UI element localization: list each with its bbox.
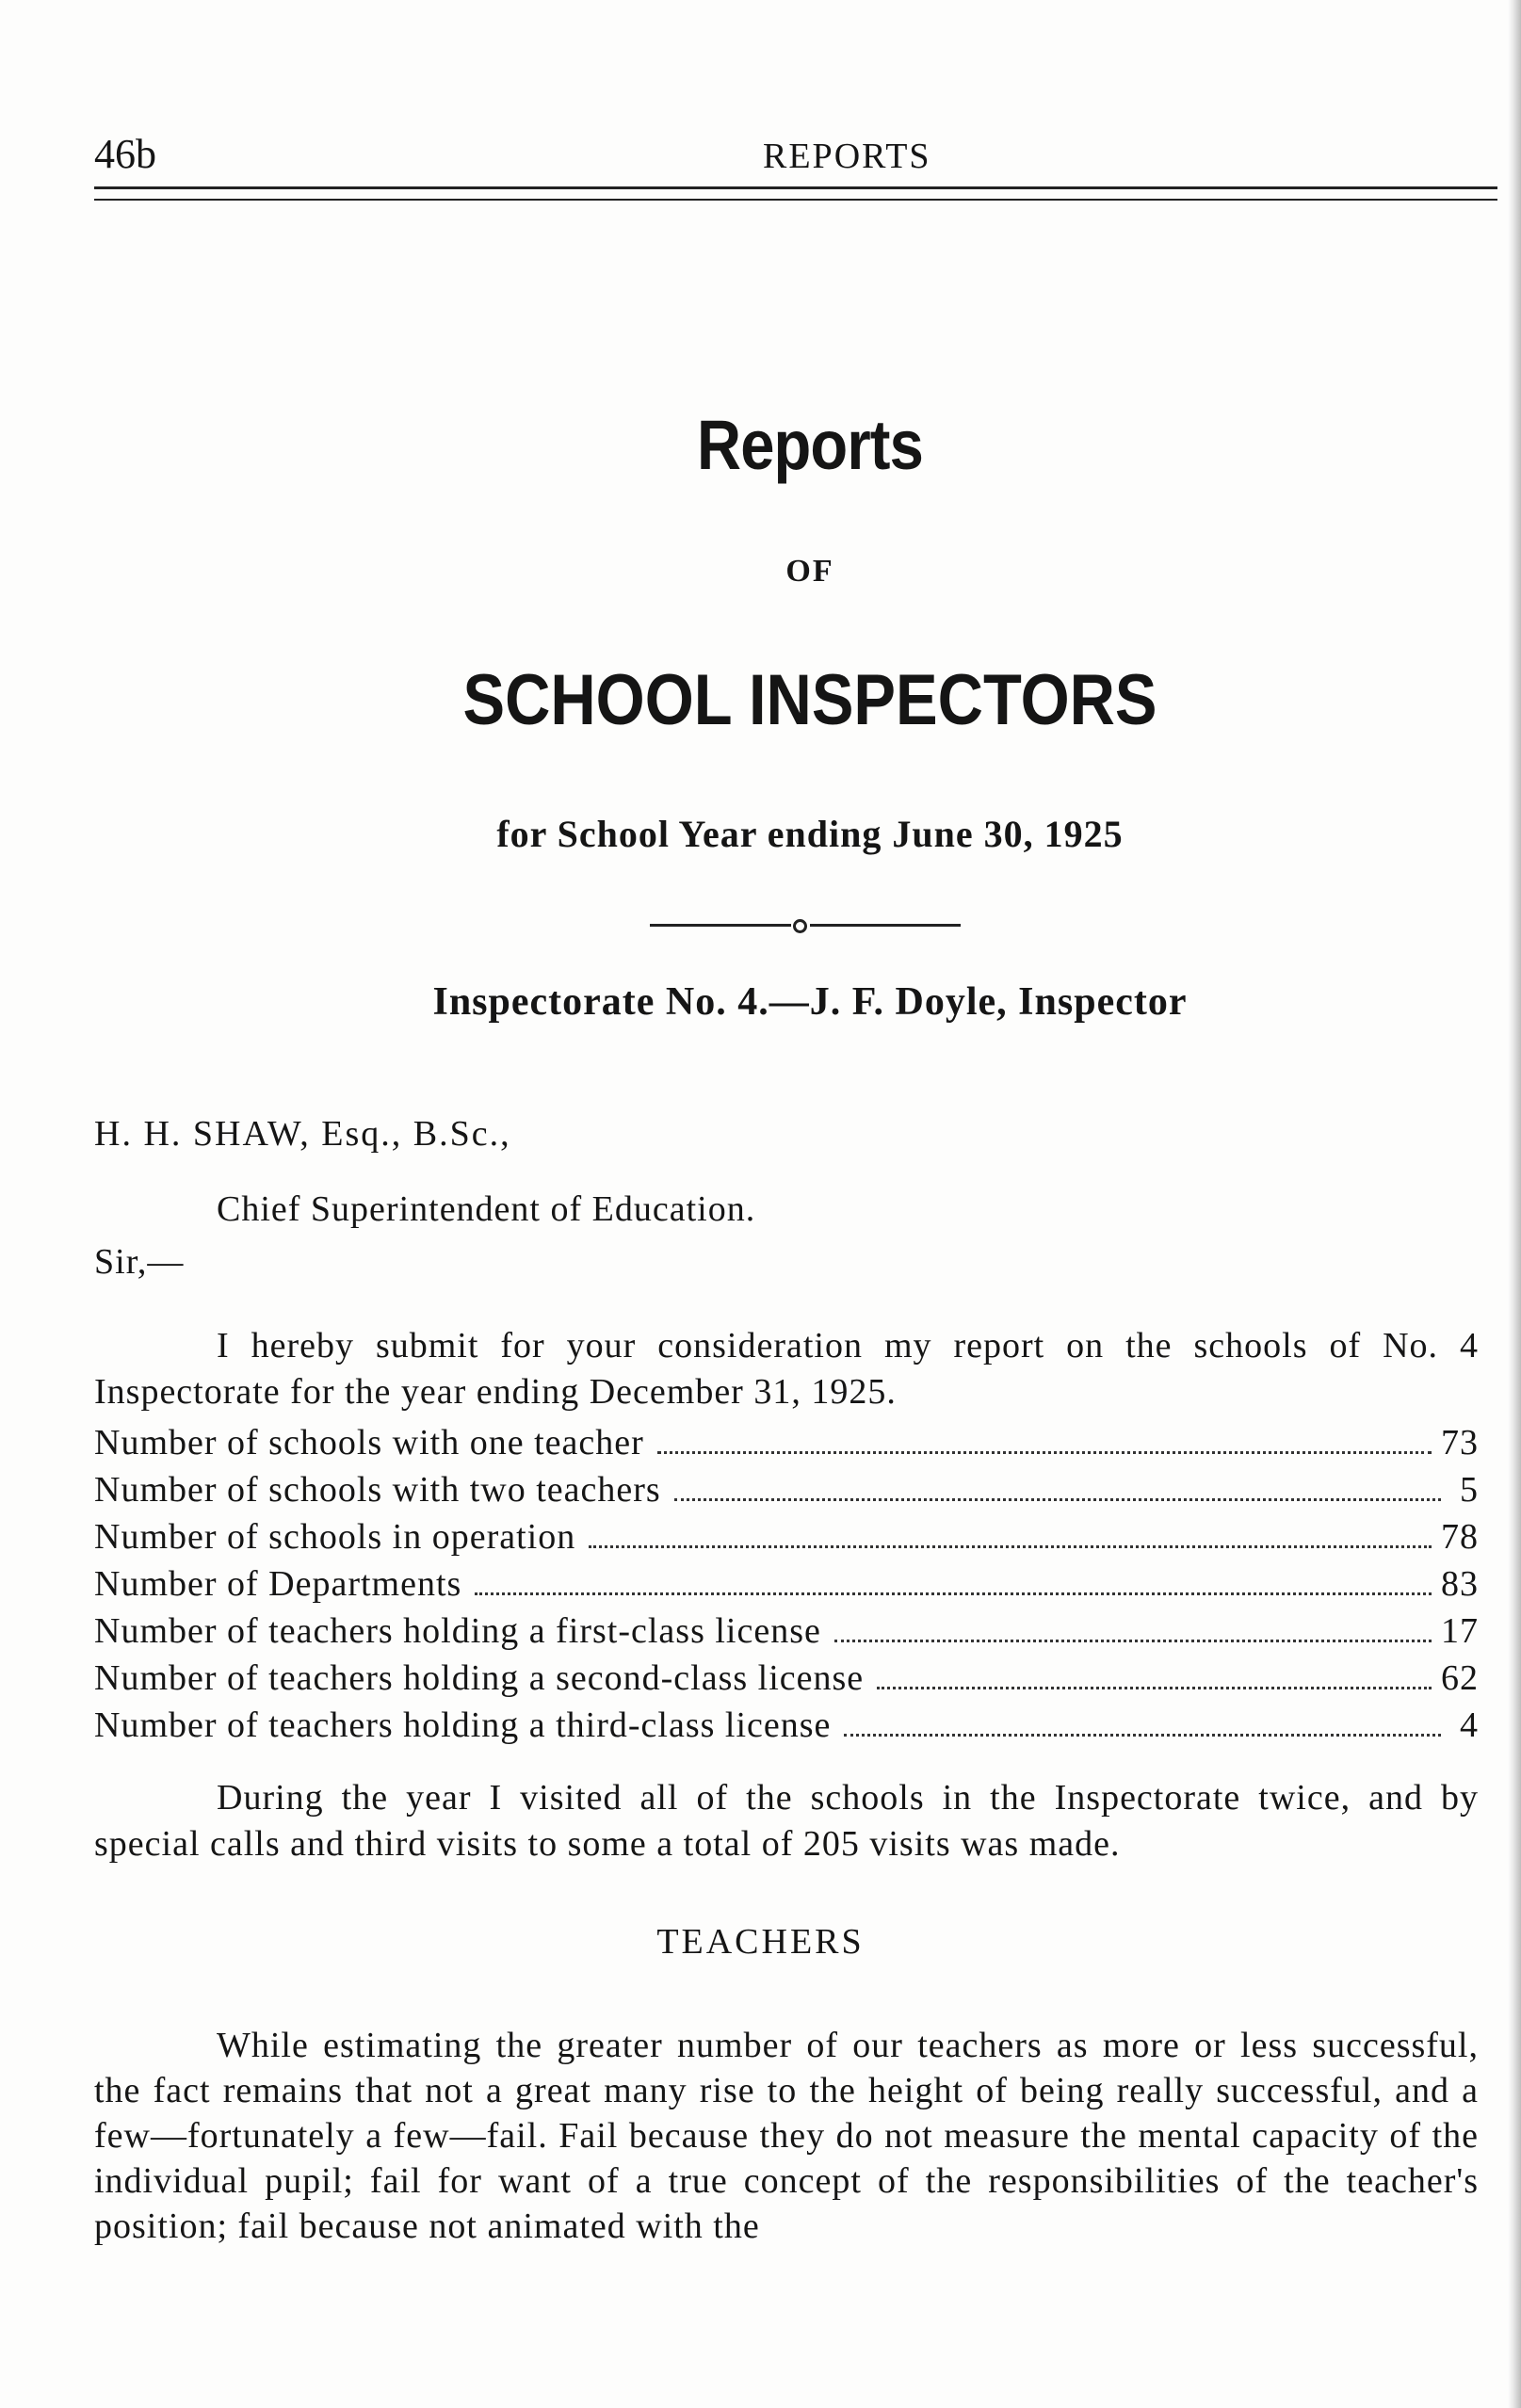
stat-row — [94, 1608, 1479, 1655]
stat-label: Number of teachers holding a third-class license — [94, 1705, 832, 1745]
stat-label: Number of teachers holding a second-class license — [94, 1658, 865, 1698]
title-school-year: for School Year ending June 30, 1925 — [496, 813, 1124, 855]
stat-value: 73 — [1441, 1423, 1479, 1463]
title-reports: Reports — [697, 406, 923, 484]
section-heading-teachers: TEACHERS — [656, 1922, 865, 1962]
statistics-list — [94, 1419, 1479, 1749]
running-title: REPORTS — [763, 137, 931, 176]
intro-paragraph: I hereby submit for your consideration my report on the schools of No. 4 Inspectorate for the year ending December 31, 1925. — [94, 1326, 1479, 1412]
page-number: 46b — [94, 131, 156, 177]
stat-value: 83 — [1441, 1564, 1479, 1604]
stat-value: 62 — [1441, 1658, 1479, 1698]
dot-leader — [674, 1497, 1441, 1501]
stat-label: Number of teachers holding a first-class license — [94, 1611, 821, 1651]
teachers-paragraph: While estimating the greater number of our teachers as more or less successful, the fact remains that not a great many rise to the height of being really successful, and a few—fortunately a few—fail. Fail because they do not measure the mental capacity of the individual pupil; fail for want of a true concept of the responsibilities of the teacher's position; fail because not animated with the — [94, 2026, 1479, 2246]
addressee-title: Chief Superintendent of Education. — [217, 1189, 756, 1229]
ornament-circle — [793, 919, 807, 933]
stat-label: Number of schools in operation — [94, 1517, 576, 1557]
stat-value: 4 — [1460, 1705, 1479, 1745]
ornament-divider — [650, 918, 961, 931]
header-double-rule — [94, 186, 1497, 201]
dot-leader — [877, 1686, 1432, 1689]
stat-row — [94, 1419, 1479, 1466]
stat-row — [94, 1513, 1479, 1560]
stat-row — [94, 1560, 1479, 1608]
dot-leader — [657, 1450, 1432, 1454]
ornament-line-left — [650, 924, 791, 927]
addressee: H. H. SHAW, Esq., B.Sc., — [94, 1114, 511, 1154]
running-header — [94, 130, 1497, 186]
stat-value: 17 — [1441, 1611, 1479, 1651]
stat-value: 78 — [1441, 1517, 1479, 1557]
dot-leader — [844, 1733, 1441, 1737]
inspectorate-heading: Inspectorate No. 4.—J. F. Doyle, Inspector — [432, 980, 1188, 1024]
page-edge-shadow — [1508, 0, 1521, 2408]
title-of: OF — [785, 554, 834, 589]
stat-label: Number of schools with two teachers — [94, 1470, 661, 1510]
stat-label: Number of schools with one teacher — [94, 1423, 644, 1463]
dot-leader — [589, 1544, 1432, 1548]
dot-leader — [834, 1639, 1432, 1642]
stat-row — [94, 1466, 1479, 1513]
stat-row — [94, 1655, 1479, 1702]
salutation: Sir,— — [94, 1242, 185, 1282]
visits-paragraph: During the year I visited all of the schools in the Inspectorate twice, and by special calls and third visits to some a total of 205 visits was made. — [94, 1778, 1479, 1864]
stat-row — [94, 1702, 1479, 1749]
dot-leader — [475, 1592, 1432, 1595]
ornament-line-right — [810, 924, 961, 927]
stat-label: Number of Departments — [94, 1564, 462, 1604]
stat-value: 5 — [1460, 1470, 1479, 1510]
title-school-inspectors: SCHOOL INSPECTORS — [462, 660, 1157, 740]
